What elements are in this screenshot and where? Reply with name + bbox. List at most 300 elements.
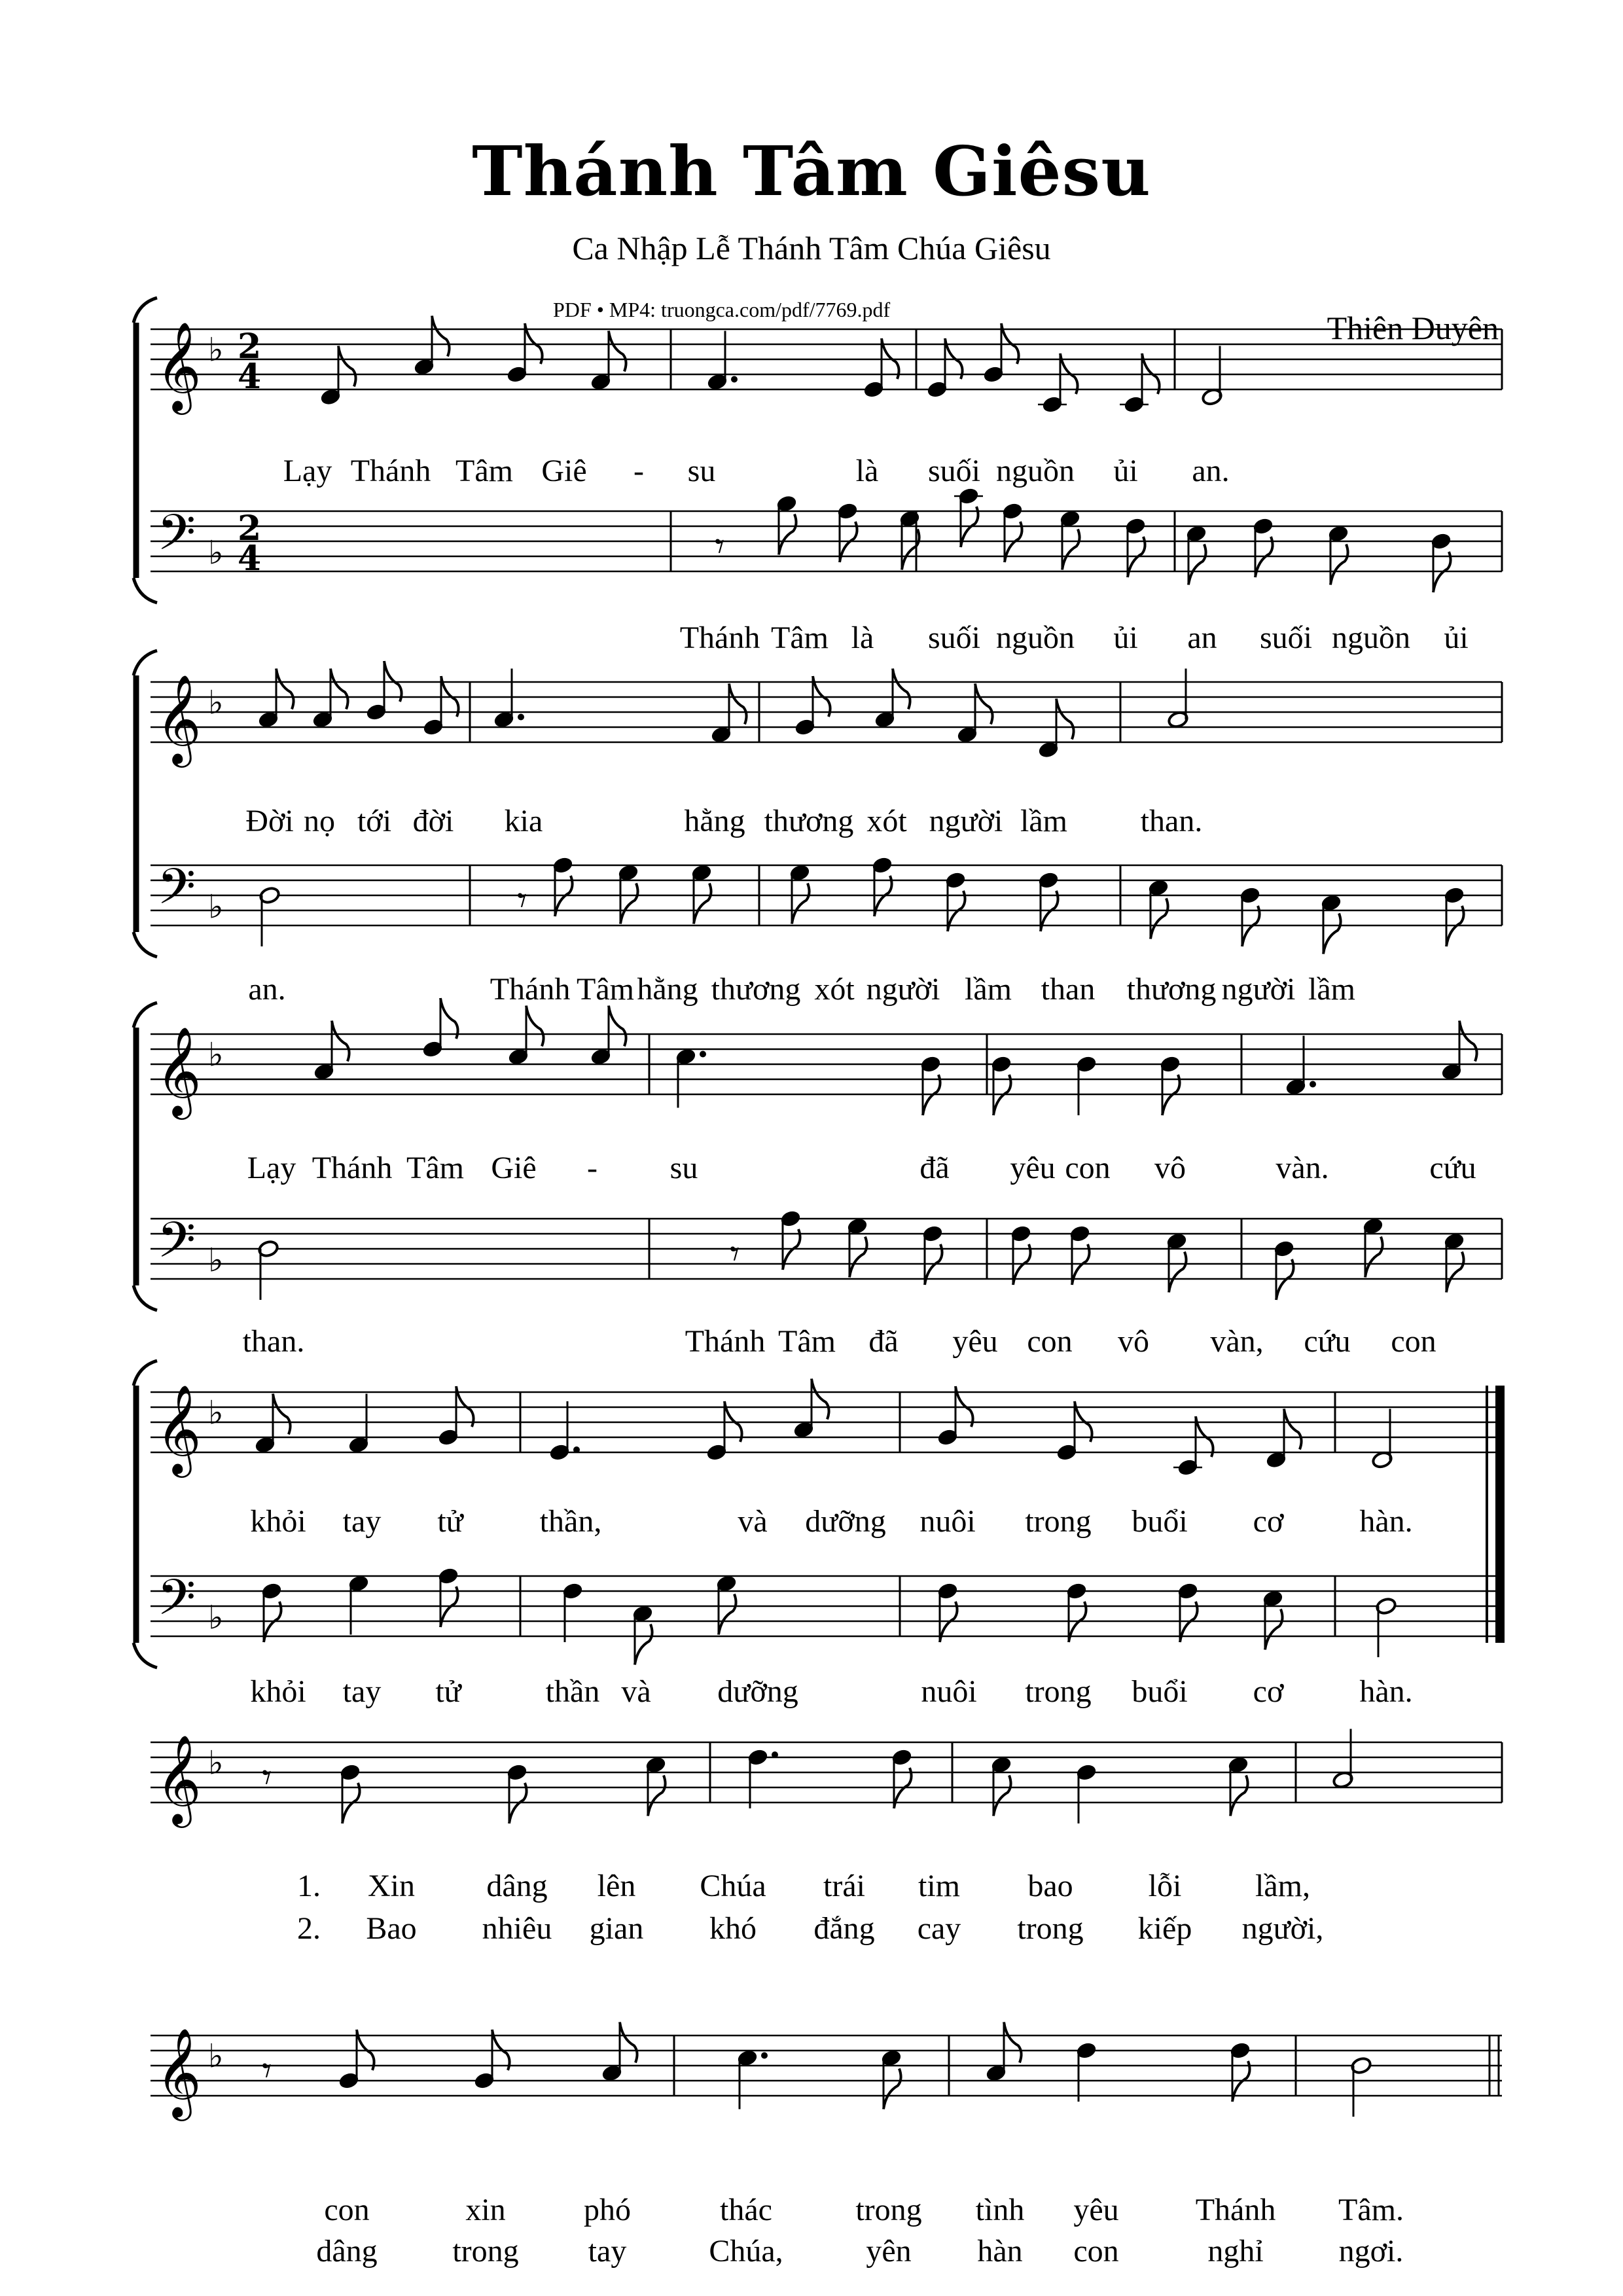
bass-lyric: hàn. bbox=[1359, 1674, 1413, 1709]
soprano-lyric: Giê bbox=[491, 1151, 537, 1185]
flat-key-signature-icon: ♭ bbox=[208, 1035, 224, 1074]
note-flag bbox=[694, 884, 711, 924]
note-flag bbox=[729, 684, 747, 725]
note bbox=[562, 1582, 583, 1642]
note-flag bbox=[635, 1624, 652, 1665]
soprano-lyric: lầm bbox=[1020, 804, 1067, 838]
verse1-lyric: dâng bbox=[486, 1869, 548, 1903]
note bbox=[632, 1604, 653, 1664]
note-flag bbox=[1323, 914, 1341, 954]
treble-clef-icon: 𝄞 bbox=[156, 320, 202, 411]
bass-lyric: vàn, bbox=[1210, 1324, 1264, 1359]
note bbox=[1059, 509, 1080, 569]
note bbox=[348, 1574, 369, 1634]
bass-lyric: Tâm bbox=[778, 1324, 836, 1359]
soprano-lyric: - bbox=[633, 454, 644, 488]
bass-lyric: xót bbox=[814, 972, 855, 1007]
verse2-lyric: trong bbox=[452, 2234, 519, 2269]
note bbox=[590, 331, 626, 391]
verse1-lyric: trái bbox=[823, 1869, 865, 1903]
note bbox=[1001, 502, 1023, 562]
note bbox=[1285, 1036, 1316, 1096]
note-flag bbox=[648, 1776, 666, 1816]
note-dot bbox=[761, 2053, 768, 2059]
verse2-lyric: nghỉ bbox=[1207, 2234, 1264, 2269]
treble-clef-icon: 𝄞 bbox=[156, 2026, 202, 2117]
bass-staff bbox=[151, 511, 1502, 571]
note bbox=[507, 1006, 543, 1066]
verse2-lyric: hàn bbox=[977, 2234, 1023, 2269]
note-flag bbox=[792, 884, 810, 924]
soprano-lyric: su bbox=[669, 1151, 698, 1185]
bass-lyric: Tâm bbox=[771, 620, 829, 655]
bracket-bottom-hook bbox=[134, 1643, 157, 1668]
note bbox=[1443, 1232, 1465, 1292]
soprano-lyric: Lạy bbox=[247, 1151, 296, 1185]
bass-lyric: nguồn bbox=[996, 620, 1075, 655]
note-flag bbox=[1004, 2022, 1022, 2063]
verse2-lyric: Bao bbox=[366, 1911, 417, 1946]
note bbox=[617, 863, 639, 924]
note-flag bbox=[779, 514, 796, 555]
verse1-lyric: lầm, bbox=[1255, 1869, 1310, 1903]
note-dot bbox=[1310, 1081, 1316, 1088]
note bbox=[921, 1225, 943, 1285]
soprano-lyric: kia bbox=[504, 804, 543, 838]
bass-staff bbox=[151, 1219, 1502, 1279]
verse2-lyric: khó bbox=[709, 1911, 757, 1946]
note bbox=[1159, 1055, 1181, 1115]
verse1-lyric: phó bbox=[584, 2193, 631, 2227]
verse2-lyric: yên bbox=[866, 2234, 912, 2269]
soprano-lyric: Thánh bbox=[350, 454, 431, 488]
bracket-top-hook bbox=[134, 1361, 157, 1386]
verse2-lyric: trong bbox=[1017, 1911, 1084, 1946]
eighth-rest-icon: 𝄾 bbox=[517, 878, 527, 923]
verse1-lyric: tình bbox=[975, 2193, 1025, 2227]
bass-lyric: nguồn bbox=[1332, 620, 1410, 655]
note-dot bbox=[731, 376, 738, 383]
note bbox=[1120, 353, 1160, 414]
note-flag bbox=[1056, 699, 1074, 740]
note-flag bbox=[440, 998, 458, 1039]
bass-lyric: cơ bbox=[1253, 1674, 1284, 1709]
verse2-lyric: người, bbox=[1241, 1911, 1324, 1946]
bass-lyric: suối bbox=[927, 620, 981, 655]
note-flag bbox=[1330, 545, 1348, 585]
note bbox=[1075, 2041, 1097, 2102]
note-flag bbox=[993, 1776, 1011, 1816]
treble-clef-icon: 𝄞 bbox=[156, 1383, 202, 1474]
bass-clef-icon: 𝄢 bbox=[157, 857, 196, 928]
note bbox=[1065, 1582, 1087, 1642]
note bbox=[944, 871, 966, 931]
note bbox=[1327, 524, 1349, 584]
flat-key-signature-icon: ♭ bbox=[208, 533, 224, 572]
note bbox=[645, 1755, 666, 1816]
bass-lyric: hằng bbox=[637, 972, 698, 1007]
note bbox=[1173, 1416, 1213, 1477]
bass-lyric: an. bbox=[248, 972, 286, 1007]
bracket-top-hook bbox=[134, 298, 157, 323]
note bbox=[1038, 353, 1078, 414]
bass-lyric: trong bbox=[1025, 1674, 1092, 1709]
song-title: Thánh Tâm Giêsu bbox=[472, 131, 1151, 211]
note-flag bbox=[609, 331, 626, 372]
note bbox=[552, 856, 573, 916]
note-flag bbox=[719, 1594, 736, 1635]
note bbox=[1350, 2056, 1372, 2117]
note bbox=[437, 1567, 459, 1627]
note-flag bbox=[330, 669, 348, 709]
bass-lyric: than. bbox=[242, 1324, 305, 1359]
note bbox=[736, 2049, 768, 2109]
bracket-bottom-hook bbox=[134, 578, 157, 603]
note bbox=[706, 331, 738, 391]
eighth-rest-icon: 𝄾 bbox=[262, 1755, 272, 1800]
note-flag bbox=[975, 684, 993, 725]
note bbox=[899, 509, 920, 569]
soprano-lyric: yêu bbox=[1010, 1151, 1056, 1185]
note bbox=[257, 669, 293, 729]
note bbox=[548, 1401, 580, 1462]
bass-lyric: và bbox=[621, 1674, 651, 1709]
bass-lyric: là bbox=[851, 620, 874, 655]
verse2-lyric: đắng bbox=[813, 1911, 875, 1946]
note bbox=[312, 669, 348, 729]
soprano-lyric: cơ bbox=[1253, 1504, 1284, 1539]
note-flag bbox=[1230, 1776, 1248, 1816]
soprano-lyric: và bbox=[738, 1504, 768, 1539]
bracket-bottom-hook bbox=[134, 932, 157, 957]
bass-lyric: khỏi bbox=[250, 1674, 306, 1709]
bass-lyric: an bbox=[1187, 620, 1217, 655]
bass-lyric: lầm bbox=[965, 972, 1012, 1007]
treble-clef-icon: 𝄞 bbox=[156, 673, 202, 764]
note bbox=[590, 1006, 626, 1066]
note bbox=[1262, 1589, 1283, 1649]
verse1-lyric: Chúa bbox=[700, 1869, 766, 1903]
bass-lyric: Tâm bbox=[577, 972, 634, 1007]
note bbox=[1265, 1409, 1301, 1469]
bass-lyric: than bbox=[1041, 972, 1096, 1007]
note bbox=[348, 1394, 369, 1454]
soprano-lyric: nuôi bbox=[919, 1504, 976, 1539]
note bbox=[1239, 886, 1260, 946]
note bbox=[919, 1055, 941, 1115]
bass-lyric: người bbox=[1221, 972, 1296, 1007]
bass-lyric: Thánh bbox=[490, 972, 571, 1007]
note-flag bbox=[432, 316, 450, 357]
note bbox=[846, 1217, 868, 1277]
note-flag bbox=[273, 1394, 291, 1435]
bass-lyric: con bbox=[1027, 1324, 1073, 1359]
note-flag bbox=[1265, 1609, 1283, 1650]
soprano-lyric: tới bbox=[357, 804, 392, 838]
note bbox=[1440, 1021, 1476, 1081]
flat-key-signature-icon: ♭ bbox=[208, 331, 224, 369]
verse2-lyric: gian bbox=[589, 1911, 644, 1946]
note bbox=[956, 684, 992, 744]
verse2-lyric: kiếp bbox=[1137, 1911, 1192, 1946]
note bbox=[1201, 346, 1222, 406]
note bbox=[1332, 1729, 1353, 1789]
verse1-lyric: trong bbox=[855, 2193, 922, 2227]
note bbox=[880, 2049, 902, 2109]
note bbox=[319, 346, 355, 406]
flat-key-signature-icon: ♭ bbox=[208, 1241, 224, 1280]
note-flag bbox=[1446, 1252, 1464, 1293]
soprano-lyric: Tâm bbox=[406, 1151, 464, 1185]
treble-clef-icon: 𝄞 bbox=[156, 1733, 202, 1824]
note bbox=[1037, 699, 1073, 759]
bass-lyric: nuôi bbox=[921, 1674, 977, 1709]
soprano-lyric: buổi bbox=[1132, 1504, 1188, 1539]
treble-staff bbox=[151, 682, 1502, 742]
note bbox=[1320, 893, 1342, 954]
note-dot bbox=[700, 1051, 706, 1058]
soprano-lyric: hàn. bbox=[1359, 1504, 1413, 1539]
bass-lyric: lầm bbox=[1308, 972, 1355, 1007]
note-flag bbox=[893, 669, 910, 709]
verse2-lyric: nhiêu bbox=[482, 1911, 552, 1946]
time-signature-numerator: 2 bbox=[238, 509, 262, 548]
soprano-lyric: là bbox=[855, 454, 879, 488]
note bbox=[413, 316, 449, 376]
soprano-lyric: an. bbox=[1192, 454, 1230, 488]
bass-lyric: cứu bbox=[1304, 1324, 1351, 1359]
soprano-lyric: thần, bbox=[539, 1504, 602, 1539]
note bbox=[1185, 524, 1207, 584]
note-flag bbox=[620, 2022, 637, 2063]
bass-lyric: con bbox=[1391, 1324, 1436, 1359]
soprano-lyric: hằng bbox=[684, 804, 745, 838]
eighth-rest-icon: 𝄾 bbox=[262, 2048, 272, 2093]
note bbox=[1443, 886, 1465, 946]
flat-key-signature-icon: ♭ bbox=[208, 683, 224, 722]
note bbox=[1375, 1597, 1397, 1657]
bass-lyric: yêu bbox=[952, 1324, 998, 1359]
soprano-lyric: tay bbox=[342, 1504, 382, 1539]
bass-clef-icon: 𝄢 bbox=[157, 1211, 196, 1282]
note-flag bbox=[332, 1021, 349, 1062]
bass-lyric: thương bbox=[1126, 972, 1217, 1007]
bass-lyric: ủi bbox=[1444, 620, 1469, 655]
time-signature-denominator: 4 bbox=[238, 539, 262, 579]
note bbox=[836, 502, 858, 562]
note bbox=[789, 863, 810, 924]
verse1-lyric: 1. bbox=[297, 1869, 321, 1903]
note-flag bbox=[609, 1006, 626, 1047]
note bbox=[1177, 1582, 1198, 1642]
note-flag bbox=[849, 1237, 867, 1278]
bass-staff bbox=[151, 865, 1502, 925]
verse1-lyric: lỗi bbox=[1148, 1869, 1182, 1903]
soprano-lyric: xót bbox=[866, 804, 907, 838]
note-flag bbox=[812, 1379, 829, 1420]
note-flag bbox=[1459, 1021, 1477, 1062]
note bbox=[313, 1021, 349, 1081]
note bbox=[1227, 1755, 1249, 1816]
note bbox=[747, 1748, 778, 1808]
verse2-lyric: ngơi. bbox=[1338, 2234, 1404, 2269]
note bbox=[990, 1755, 1012, 1816]
time-signature-numerator: 2 bbox=[238, 327, 262, 367]
soprano-lyric: Tâm bbox=[455, 454, 513, 488]
soprano-lyric: con bbox=[1065, 1151, 1111, 1185]
note bbox=[793, 1379, 829, 1439]
soprano-lyric: trong bbox=[1025, 1504, 1092, 1539]
soprano-lyric: suối bbox=[927, 454, 981, 488]
soprano-lyric: khỏi bbox=[250, 1504, 306, 1539]
note-flag bbox=[1284, 1409, 1302, 1450]
note bbox=[1075, 1763, 1097, 1823]
soprano-lyric: vàn. bbox=[1275, 1151, 1329, 1185]
note bbox=[260, 1582, 282, 1642]
verse1-lyric: bao bbox=[1027, 1869, 1073, 1903]
soprano-lyric: dưỡng bbox=[805, 1504, 886, 1539]
note bbox=[601, 2022, 637, 2083]
verse1-lyric: thác bbox=[720, 2193, 772, 2227]
soprano-lyric: thương bbox=[764, 804, 854, 838]
bass-lyric: suối bbox=[1259, 620, 1313, 655]
note-flag bbox=[1188, 545, 1206, 585]
note bbox=[1037, 871, 1059, 931]
bass-lyric: buổi bbox=[1132, 1674, 1188, 1709]
time-signature-denominator: 4 bbox=[238, 357, 262, 397]
verse1-lyric: Thánh bbox=[1195, 2193, 1276, 2227]
note bbox=[990, 1055, 1012, 1115]
note-flag bbox=[620, 884, 638, 924]
note bbox=[871, 856, 893, 916]
bass-lyric: tay bbox=[342, 1674, 382, 1709]
note bbox=[1010, 1225, 1031, 1285]
bass-lyric: ủi bbox=[1113, 620, 1138, 655]
note bbox=[1069, 1225, 1090, 1285]
soprano-lyric: ủi bbox=[1113, 454, 1138, 488]
verse-staff bbox=[151, 2036, 1502, 2096]
source-link[interactable]: PDF • MP4: truongca.com/pdf/7769.pdf bbox=[553, 298, 891, 321]
note-dot bbox=[573, 1446, 580, 1453]
note bbox=[259, 886, 280, 946]
note-flag bbox=[1365, 1237, 1383, 1278]
soprano-lyric: nguồn bbox=[996, 454, 1075, 488]
verse2-lyric: Chúa, bbox=[709, 2234, 783, 2269]
soprano-lyric: - bbox=[587, 1151, 597, 1185]
note bbox=[257, 1240, 279, 1300]
note bbox=[954, 487, 983, 547]
note-flag bbox=[338, 346, 356, 387]
soprano-lyric: nọ bbox=[304, 804, 335, 838]
bass-lyric: Thánh bbox=[679, 620, 760, 655]
note bbox=[985, 2022, 1021, 2083]
note bbox=[493, 669, 524, 729]
bass-clef-icon: 𝄢 bbox=[157, 1568, 196, 1639]
treble-staff bbox=[151, 329, 1502, 389]
composer-name: Thiên Duyên bbox=[1327, 310, 1499, 346]
note bbox=[1371, 1409, 1393, 1469]
note-flag bbox=[526, 1006, 544, 1047]
verse1-lyric: con bbox=[324, 2193, 370, 2227]
song-subtitle: Ca Nhập Lễ Thánh Tâm Chúa Giêsu bbox=[572, 230, 1051, 266]
bass-lyric: thương bbox=[711, 972, 801, 1007]
note bbox=[506, 1763, 527, 1823]
bass-lyric: tử bbox=[435, 1674, 461, 1709]
verse1-lyric: tim bbox=[918, 1869, 961, 1903]
note bbox=[1167, 669, 1188, 729]
verse2-lyric: dâng bbox=[316, 2234, 378, 2269]
verse1-lyric: Xin bbox=[368, 1869, 415, 1903]
note-dot bbox=[518, 714, 524, 721]
note bbox=[936, 1582, 958, 1642]
note bbox=[715, 1574, 737, 1634]
bass-lyric: Thánh bbox=[685, 1324, 766, 1359]
note-dot bbox=[772, 1751, 778, 1758]
flat-key-signature-icon: ♭ bbox=[208, 1393, 224, 1432]
treble-clef-icon: 𝄞 bbox=[156, 1025, 202, 1116]
bracket-top-hook bbox=[134, 651, 157, 675]
note bbox=[1075, 1055, 1097, 1115]
verse1-lyric: lên bbox=[597, 1869, 636, 1903]
soprano-lyric: su bbox=[687, 454, 716, 488]
soprano-lyric: Lạy bbox=[283, 454, 332, 488]
note bbox=[1252, 517, 1274, 577]
soprano-lyric: Thánh bbox=[312, 1151, 393, 1185]
note bbox=[891, 1748, 912, 1808]
note bbox=[690, 863, 712, 924]
soprano-lyric: Đời bbox=[245, 804, 294, 838]
soprano-lyric: Giê bbox=[541, 454, 587, 488]
soprano-lyric: vô bbox=[1154, 1151, 1186, 1185]
bass-lyric: vô bbox=[1118, 1324, 1149, 1359]
note-flag bbox=[1062, 529, 1080, 570]
note bbox=[254, 1394, 290, 1454]
note bbox=[1273, 1240, 1294, 1300]
note bbox=[1430, 532, 1452, 592]
note bbox=[675, 1047, 706, 1107]
note bbox=[1362, 1217, 1383, 1277]
verse2-lyric: tay bbox=[588, 2234, 627, 2269]
note bbox=[779, 1210, 801, 1270]
verse2-lyric: con bbox=[1073, 2234, 1119, 2269]
soprano-lyric: tử bbox=[437, 1504, 463, 1539]
eighth-rest-icon: 𝄾 bbox=[730, 1231, 740, 1276]
verse1-lyric: xin bbox=[465, 2193, 506, 2227]
flat-key-signature-icon: ♭ bbox=[208, 2037, 224, 2075]
note bbox=[1124, 517, 1146, 577]
soprano-lyric: đã bbox=[919, 1151, 950, 1185]
flat-key-signature-icon: ♭ bbox=[208, 1598, 224, 1637]
note bbox=[339, 1763, 361, 1823]
bracket-bottom-hook bbox=[134, 1285, 157, 1310]
note bbox=[776, 494, 797, 554]
note bbox=[874, 669, 910, 729]
verse1-lyric: Tâm. bbox=[1338, 2193, 1404, 2227]
bracket-top-hook bbox=[134, 1003, 157, 1028]
note bbox=[1229, 2041, 1251, 2102]
soprano-lyric: cứu bbox=[1429, 1151, 1476, 1185]
bass-clef-icon: 𝄢 bbox=[157, 503, 196, 574]
bass-lyric: người bbox=[866, 972, 940, 1007]
bass-lyric: đã bbox=[868, 1324, 899, 1359]
eighth-rest-icon: 𝄾 bbox=[715, 524, 725, 569]
verse1-lyric: yêu bbox=[1073, 2193, 1119, 2227]
soprano-lyric: than. bbox=[1140, 804, 1203, 838]
soprano-lyric: người bbox=[929, 804, 1003, 838]
soprano-lyric: đời bbox=[412, 804, 454, 838]
flat-key-signature-icon: ♭ bbox=[208, 1744, 224, 1782]
note-flag bbox=[1169, 1252, 1186, 1293]
